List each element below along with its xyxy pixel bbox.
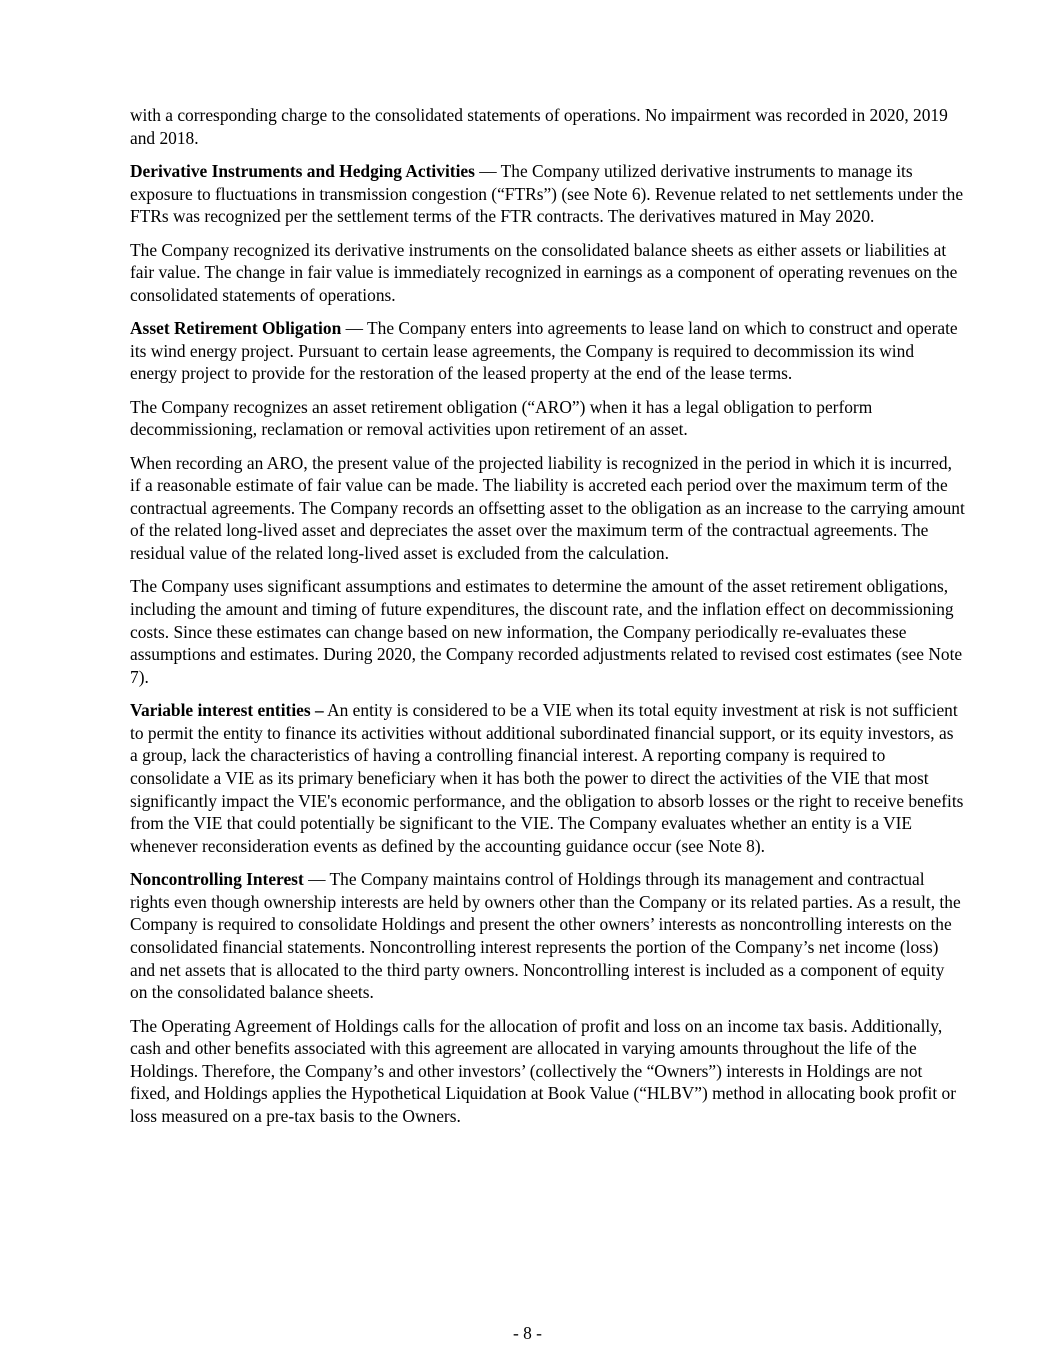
paragraph-text: The Operating Agreement of Holdings calls for the allocation of profit and loss on an income tax basis. Additionally, cash and other benefits associated with this agreement are allocated in varying amounts throughout the life of the Holdings. Therefore, the Company’s and other investors’ (collectively the “Owners”) interests in Holdings are not fixed, and Holdings applies the Hypothetical Liquidation at Book Value (“HLBV”) method in allocating book profit or loss measured on a pre-tax basis to the Owners. xyxy=(130,1015,957,1126)
paragraph-noncontrolling-interest xyxy=(130,868,965,1004)
paragraph-operating-agreement xyxy=(130,1015,965,1128)
paragraph-text: The Company uses significant assumptions and estimates to determine the amount of the asset retirement obligations, including the amount and timing of future expenditures, the discount rate, and the inflation effect on decommissioning costs. Since these estimates can change based on new information, the Company periodically re-evaluates these assumptions and estimates. During 2020, the Company recorded adjustments related to revised cost estimates (see Note 7). xyxy=(130,576,963,687)
paragraph-aro-assumptions xyxy=(130,575,965,688)
paragraph-text: — The Company utilized derivative instruments to manage its exposure to fluctuations in transmission congestion (“FTRs”) (see Note 6). Revenue related to net settlements under the FTRs was recognized per the settlement terms of the FTR contracts. The derivatives matured in May 2020. xyxy=(130,160,964,227)
paragraph-heading: Variable interest entities – xyxy=(130,700,324,721)
paragraph-asset-retirement-obligation xyxy=(130,317,965,385)
paragraph-text: An entity is considered to be a VIE when its total equity investment at risk is not sufficient to permit the entity to finance its activities without additional subordinated financial support, or its equity investors, as a group, lack the characteristics of having a controlling financial interest. A reporting company is required to consolidate a VIE as its primary beneficiary when it has both the power to direct the activities of the VIE that most significantly impact the VIE's economic performance, and the obligation to absorb losses or the right to receive benefits from the VIE that could potentially be significant to the VIE. The Company evaluates whether an entity is a VIE whenever reconsideration events as defined by the accounting guidance occur (see Note 8). xyxy=(130,700,964,856)
paragraph-derivative-instruments xyxy=(130,160,965,228)
paragraph-heading: Asset Retirement Obligation xyxy=(130,318,342,339)
paragraph-aro-recognition xyxy=(130,396,965,441)
paragraph-text: with a corresponding charge to the consolidated statements of operations. No impairment was recorded in 2020, 2019 and 2018. xyxy=(130,105,948,148)
paragraph-text: The Company recognizes an asset retirement obligation (“ARO”) when it has a legal obligation to perform decommissioning, reclamation or removal activities upon retirement of an asset. xyxy=(130,396,873,440)
paragraph-heading: Derivative Instruments and Hedging Activities xyxy=(130,160,475,181)
paragraph-impairment-continued xyxy=(130,104,965,149)
paragraph-text: — The Company enters into agreements to lease land on which to construct and operate its wind energy project. Pursuant to certain lease agreements, the Company is required to decommission its wind energy project to provide for the restoration of the leased property at the end of the lease terms. xyxy=(130,318,958,384)
page-number: - 8 - xyxy=(513,1323,542,1343)
paragraph-heading: Noncontrolling Interest xyxy=(130,869,304,890)
paragraph-aro-recording xyxy=(130,452,965,565)
document-body xyxy=(130,104,965,1138)
paragraph-text: When recording an ARO, the present value of the projected liability is recognized in the period in which it is incurred, if a reasonable estimate of fair value can be made. The liability is accreted each period over the maximum term of the contractual agreements. The Company records an offsetting asset to the obligation as an increase to the carrying amount of the related long-lived asset and depreciates the asset over the maximum term of the contractual agreements. The residual value of the related long-lived asset is excluded from the calculation. xyxy=(130,452,965,564)
paragraph-text: — The Company maintains control of Holdings through its management and contractual rights even though ownership interests are held by owners other than the Company or its related parties. As a result, the Company is required to consolidate Holdings and present the other owners’ interests as noncontrolling interests on the consolidated financial statements. Noncontrolling interest represents the portion of the Company’s net income (loss) and net assets that is allocated to the third party owners. Noncontrolling interest is included as a component of equity on the consolidated balance sheets. xyxy=(130,869,961,1003)
paragraph-variable-interest-entities xyxy=(130,699,965,857)
paragraph-text: The Company recognized its derivative instruments on the consolidated balance sheets as either assets or liabilities at fair value. The change in fair value is immediately recognized in earnings as a component of operating revenues on the consolidated statements of operations. xyxy=(130,239,958,305)
paragraph-derivative-fair-value xyxy=(130,239,965,307)
